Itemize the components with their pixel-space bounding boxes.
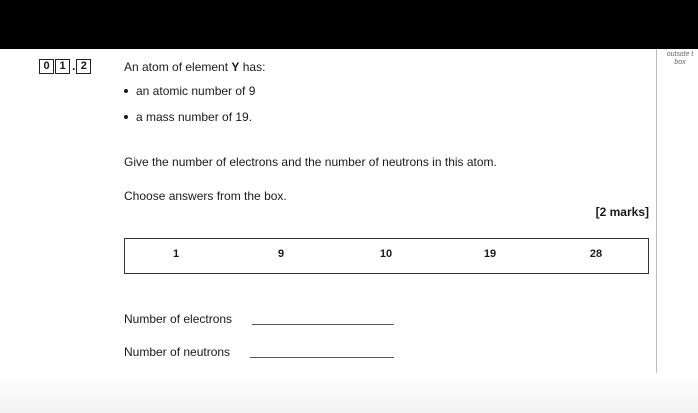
margin-note (660, 51, 698, 67)
bullet-item-2: a mass number of 19. (136, 110, 253, 124)
bullet-item-1: an atomic number of 9 (136, 84, 256, 98)
question-digit-1: 0 (39, 59, 54, 74)
page-bottom-shade (0, 373, 698, 413)
question-intro (124, 60, 265, 74)
option-4: 19 (483, 248, 497, 260)
option-2: 9 (277, 248, 285, 260)
margin-rule (656, 49, 657, 413)
question-digit-2: 1 (55, 59, 70, 74)
choose-instruction: Choose answers from the box. (124, 189, 287, 203)
neutrons-label: Number of neutrons (124, 345, 231, 359)
neutrons-answer-line[interactable] (250, 357, 394, 358)
element-symbol: Y (231, 60, 240, 74)
bullet-dot-1 (124, 89, 128, 93)
option-3: 10 (379, 248, 393, 260)
question-digit-3: 2 (76, 59, 91, 74)
electrons-label: Number of electrons (124, 312, 233, 326)
margin-note-line-2: box (674, 59, 686, 66)
bullet-dot-2 (124, 115, 128, 119)
intro-prefix: An atom of element (124, 60, 232, 74)
question-instruction: Give the number of electrons and the number of neutrons in this atom. (124, 155, 497, 169)
question-number (39, 58, 92, 74)
question-separator: . (72, 58, 76, 73)
intro-suffix: has: (239, 60, 266, 74)
top-black-bar (0, 0, 698, 49)
electrons-answer-line[interactable] (252, 324, 394, 325)
marks-label: [2 marks] (595, 205, 649, 219)
option-1: 1 (172, 248, 180, 260)
margin-note-line-1: outside t (666, 51, 694, 58)
option-5: 28 (589, 248, 603, 260)
exam-page (0, 49, 698, 413)
